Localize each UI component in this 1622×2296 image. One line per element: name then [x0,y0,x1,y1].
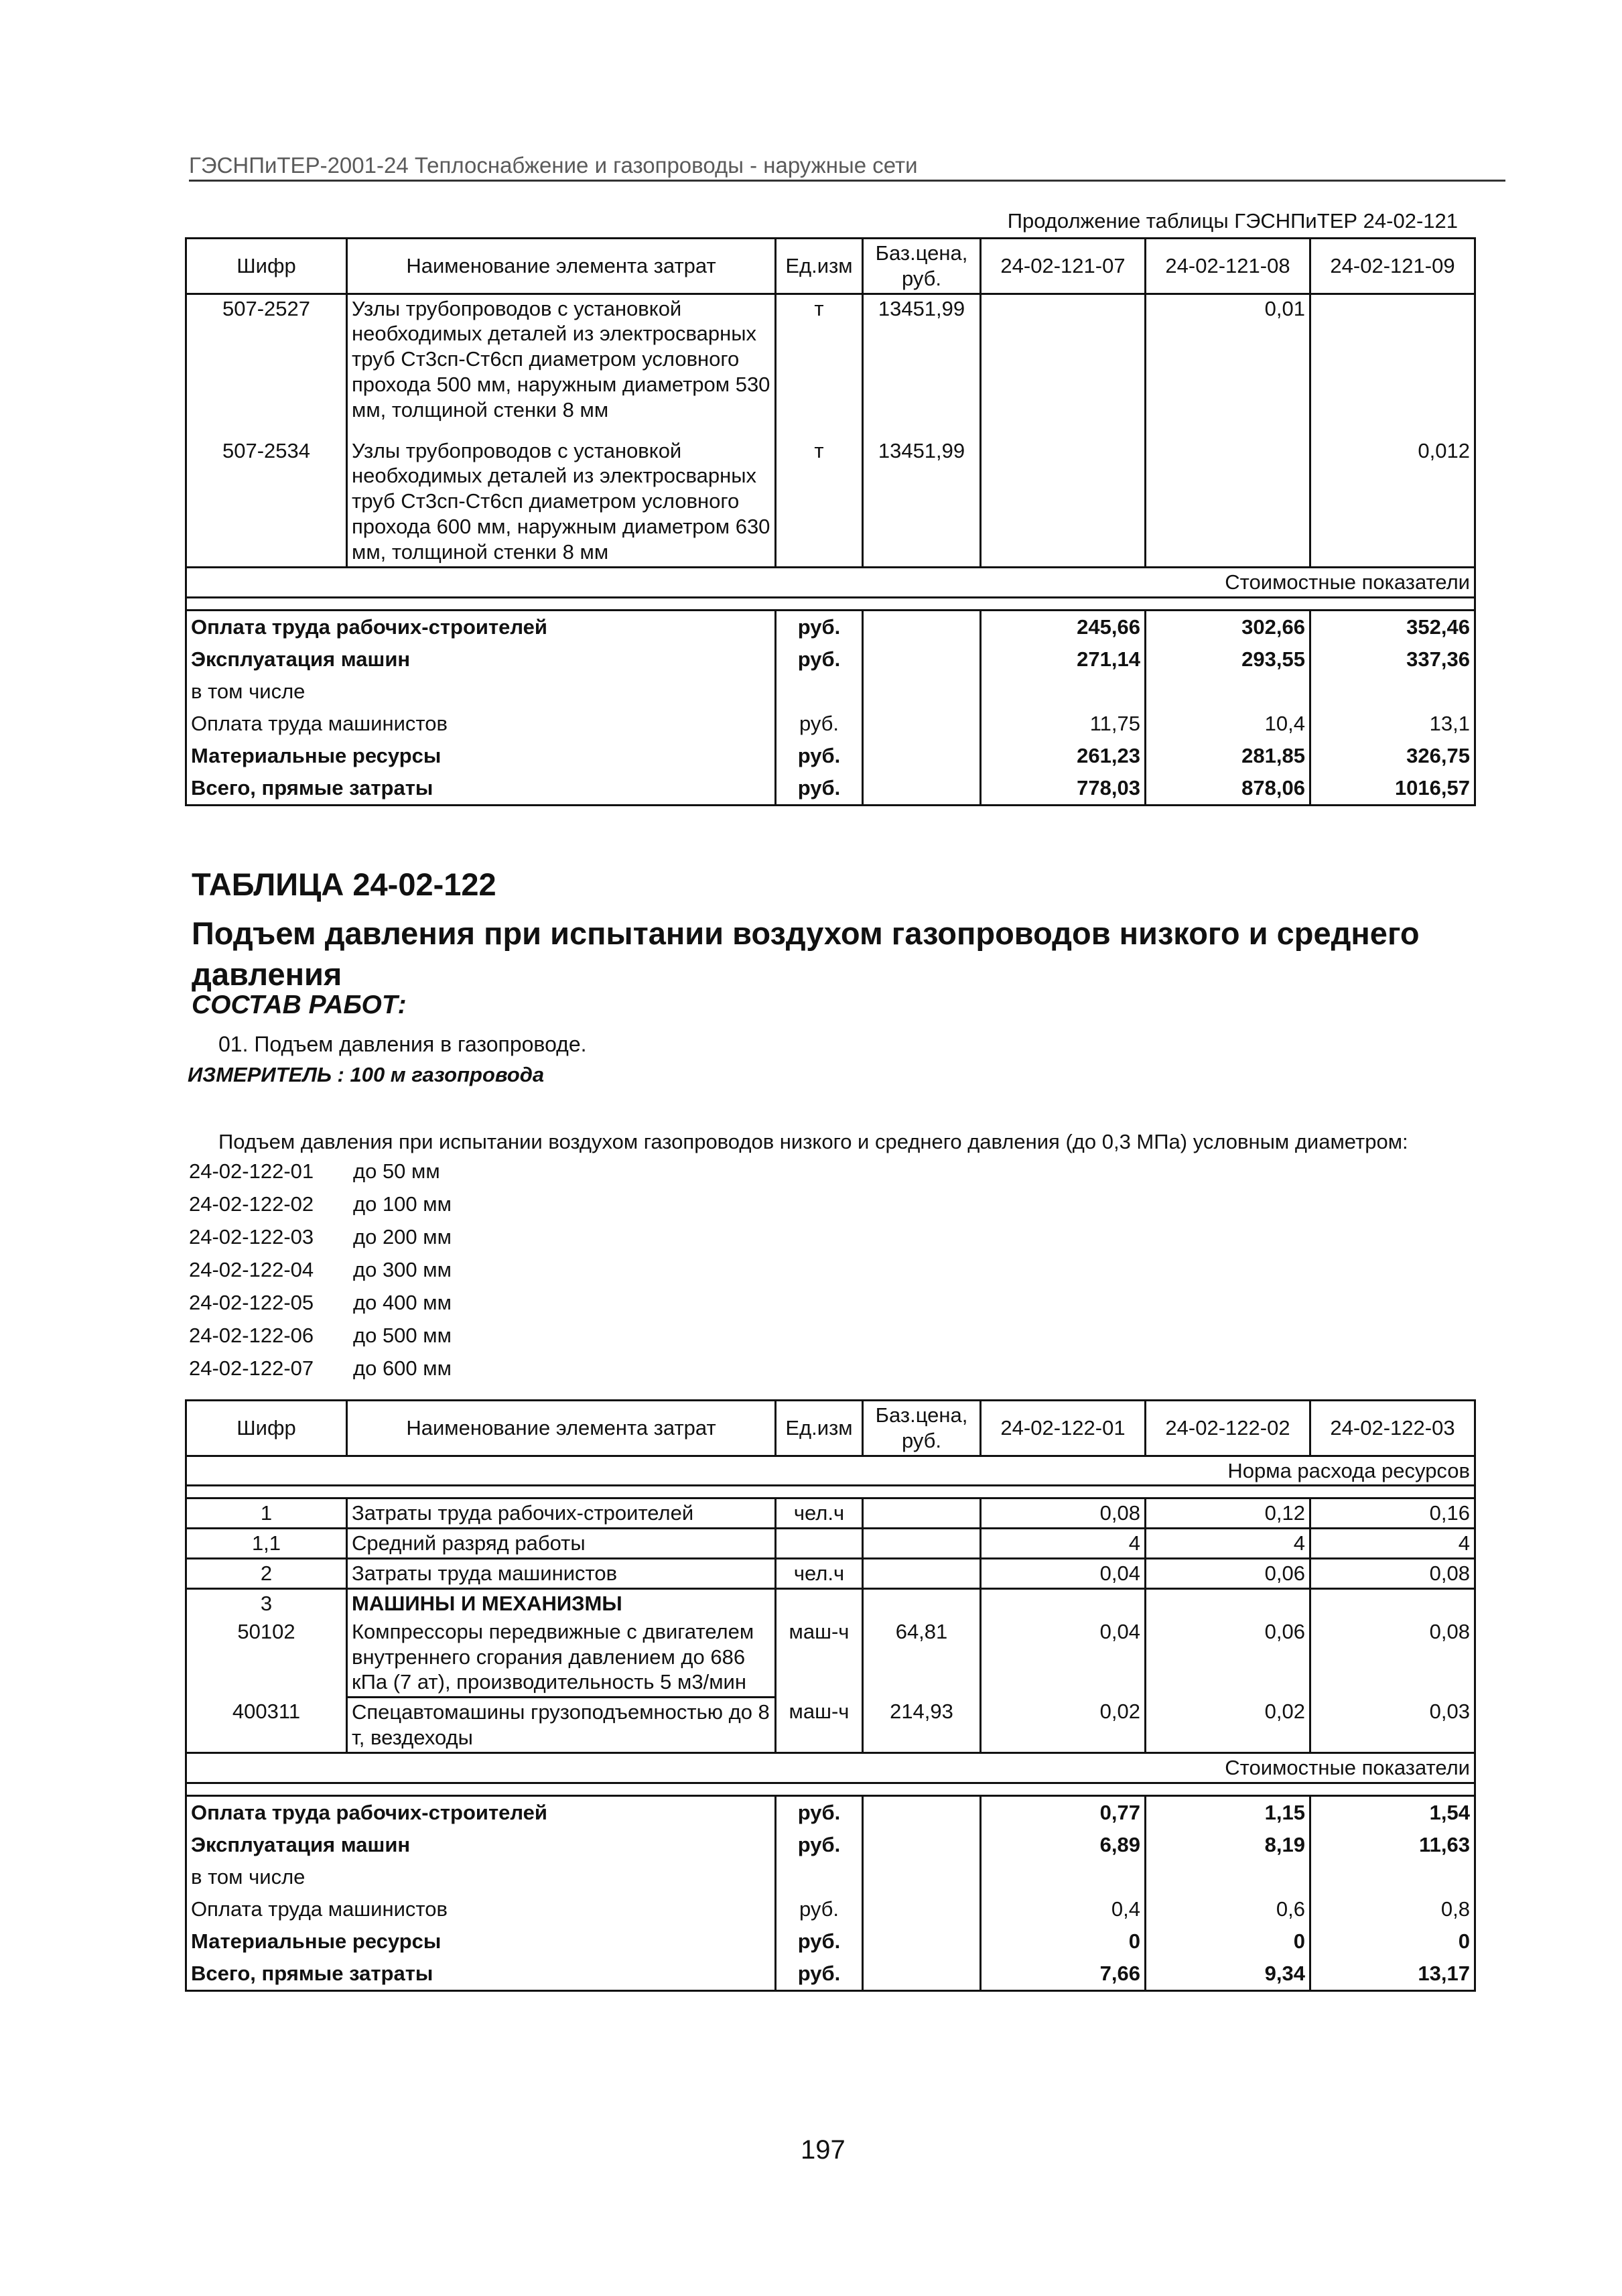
summary-value-2: 281,85 [1146,740,1310,772]
table-continuation-title: Продолжение таблицы ГЭСНПиТЕР 24-02-121 [1007,209,1458,233]
summary-value-2: 878,06 [1146,772,1310,806]
table-row [186,1559,1475,1589]
row-price [863,1588,981,1617]
row-value-1: 0,04 [981,1559,1146,1589]
summary-value-2: 1,15 [1146,1795,1310,1829]
table-header-row [186,239,1475,294]
summary-value-1: 778,03 [981,772,1146,806]
summary-value-3: 337,36 [1310,643,1475,676]
row-value-3: 0,03 [1310,1698,1475,1753]
header-col-1: 24-02-121-07 [981,239,1146,294]
list-item [189,1291,452,1324]
row-value-3: 0,16 [1310,1498,1475,1529]
row-code: 1 [186,1498,347,1529]
summary-value-1: 245,66 [981,610,1146,643]
table-row [186,437,1475,568]
summary-unit: руб. [776,643,863,676]
row-value-1 [981,437,1146,568]
summary-value-3: 1016,57 [1310,772,1475,806]
row-name: МАШИНЫ И МЕХАНИЗМЫ [347,1588,776,1617]
row-price [863,1498,981,1529]
table-24-02-121 [185,237,1476,806]
row-name: Компрессоры передвижные с двигателем внутреннего сгорания давлением до 686 кПа (7 ат), производительность 5 м3/мин [347,1618,776,1698]
summary-unit [776,1861,863,1893]
code: 24-02-122-05 [189,1291,314,1314]
summary-unit: руб. [776,610,863,643]
summary-value-2: 8,19 [1146,1829,1310,1861]
summary-value-3: 326,75 [1310,740,1475,772]
table-row [186,294,1475,437]
list-item [189,1225,452,1258]
code: 24-02-122-03 [189,1225,314,1249]
section-label: Норма расхода ресурсов [186,1456,1475,1486]
row-value-1 [981,1588,1146,1617]
works-heading: СОСТАВ РАБОТ: [192,991,407,1019]
list-item [189,1324,452,1356]
work-item: 01. Подъем давления в газопроводе. [218,1032,587,1056]
summary-row [186,740,1475,772]
row-value-3: 0,012 [1310,437,1475,568]
summary-row [186,1861,1475,1893]
summary-value-1 [981,676,1146,708]
row-price: 214,93 [863,1698,981,1753]
summary-value-2: 0 [1146,1925,1310,1958]
row-code: 1,1 [186,1529,347,1559]
row-name: Спецавтомашины грузоподъемностью до 8 т, вездеходы [347,1698,776,1753]
code-desc: до 600 мм [353,1356,452,1380]
summary-unit: руб. [776,1829,863,1861]
table-number-title: ТАБЛИЦА 24-02-122 [192,867,496,902]
row-unit: чел.ч [776,1559,863,1589]
row-price: 64,81 [863,1618,981,1698]
code-desc: до 100 мм [353,1192,452,1216]
row-unit: т [776,437,863,568]
code-desc: до 200 мм [353,1225,452,1249]
row-value-1: 0,04 [981,1618,1146,1698]
summary-value-1: 11,75 [981,708,1146,740]
row-value-3: 4 [1310,1529,1475,1559]
row-name: Средний разряд работы [347,1529,776,1559]
summary-value-1: 0,4 [981,1893,1146,1925]
header-unit: Ед.изм [776,1401,863,1456]
summary-row [186,1958,1475,1991]
row-code: 2 [186,1559,347,1589]
summary-value-2: 10,4 [1146,708,1310,740]
summary-value-1: 0 [981,1925,1146,1958]
header-name: Наименование элемента затрат [347,239,776,294]
section-label: Стоимостные показатели [186,567,1475,597]
header-code: Шифр [186,239,347,294]
section-label: Стоимостные показатели [186,1752,1475,1783]
summary-value-2 [1146,1861,1310,1893]
row-code: 50102 [186,1618,347,1698]
code-desc: до 500 мм [353,1324,452,1347]
row-unit: маш-ч [776,1618,863,1698]
summary-value-2: 0,6 [1146,1893,1310,1925]
code: 24-02-122-01 [189,1159,314,1183]
row-value-2 [1146,1588,1310,1617]
summary-value-3: 13,17 [1310,1958,1475,1991]
summary-label: Эксплуатация машин [186,1829,776,1861]
row-value-2 [1146,437,1310,568]
summary-unit: руб. [776,1925,863,1958]
row-name: Затраты труда машинистов [347,1559,776,1589]
summary-value-1 [981,1861,1146,1893]
row-price [863,1529,981,1559]
header-code: Шифр [186,1401,347,1456]
code-list [189,1159,452,1389]
summary-value-1: 0,77 [981,1795,1146,1829]
summary-label: в том числе [186,1861,776,1893]
code: 24-02-122-02 [189,1192,314,1216]
header-col-2: 24-02-122-02 [1146,1401,1310,1456]
header-col-1: 24-02-122-01 [981,1401,1146,1456]
row-value-3: 0,08 [1310,1618,1475,1698]
section-row [186,567,1475,597]
summary-row [186,772,1475,806]
list-item [189,1258,452,1291]
summary-value-2 [1146,676,1310,708]
summary-row [186,1795,1475,1829]
running-header: ГЭСНПиТЕР-2001-24 Теплоснабжение и газопроводы - наружные сети [189,153,1505,182]
summary-value-1: 271,14 [981,643,1146,676]
measure-unit: ИЗМЕРИТЕЛЬ : 100 м газопровода [188,1063,545,1086]
code: 24-02-122-07 [189,1356,314,1380]
summary-label: Оплата труда рабочих-строителей [186,1795,776,1829]
summary-label: Материальные ресурсы [186,1925,776,1958]
header-col-2: 24-02-121-08 [1146,239,1310,294]
section-row [186,1456,1475,1486]
summary-value-3: 1,54 [1310,1795,1475,1829]
header-col-3: 24-02-122-03 [1310,1401,1475,1456]
summary-value-3: 11,63 [1310,1829,1475,1861]
row-code: 3 [186,1588,347,1617]
summary-value-3: 352,46 [1310,610,1475,643]
row-price: 13451,99 [863,294,981,437]
row-unit [776,1529,863,1559]
summary-unit: руб. [776,708,863,740]
summary-value-3: 0 [1310,1925,1475,1958]
header-price: Баз.цена, руб. [863,1401,981,1456]
row-name: Узлы трубопроводов с установкой необходимых деталей из электросварных труб Ст3сп-Ст6сп диаметром условного прохода 500 мм, наружным диаметром 530 мм, толщиной стенки 8 мм [352,296,770,422]
row-value-2: 0,12 [1146,1498,1310,1529]
summary-unit: руб. [776,740,863,772]
summary-unit [776,676,863,708]
summary-label: в том числе [186,676,776,708]
summary-label: Материальные ресурсы [186,740,776,772]
summary-row [186,676,1475,708]
table-row [186,1698,1475,1753]
row-value-2: 0,01 [1146,294,1310,437]
summary-row [186,643,1475,676]
summary-label: Эксплуатация машин [186,643,776,676]
row-value-1: 0,08 [981,1498,1146,1529]
summary-label: Оплата труда машинистов [186,708,776,740]
code: 24-02-122-06 [189,1324,314,1347]
header-col-3: 24-02-121-09 [1310,239,1475,294]
code: 24-02-122-04 [189,1258,314,1281]
summary-value-3 [1310,676,1475,708]
row-unit: маш-ч [776,1698,863,1753]
table-header-row [186,1401,1475,1456]
summary-value-1: 261,23 [981,740,1146,772]
header-price: Баз.цена, руб. [863,239,981,294]
row-code: 400311 [186,1698,347,1753]
code-desc: до 400 мм [353,1291,452,1314]
code-desc: до 50 мм [353,1159,440,1183]
row-code: 507-2527 [186,294,347,437]
summary-value-2: 9,34 [1146,1958,1310,1991]
row-value-2: 0,02 [1146,1698,1310,1753]
row-code: 507-2534 [186,437,347,568]
header-name: Наименование элемента затрат [347,1401,776,1456]
row-value-2: 4 [1146,1529,1310,1559]
summary-value-3: 13,1 [1310,708,1475,740]
summary-value-1: 6,89 [981,1829,1146,1861]
summary-value-2: 293,55 [1146,643,1310,676]
table-row [186,1529,1475,1559]
row-value-1: 0,02 [981,1698,1146,1753]
table-row [186,1618,1475,1698]
row-name: Затраты труда рабочих-строителей [347,1498,776,1529]
section-row [186,1752,1475,1783]
row-value-1: 4 [981,1529,1146,1559]
summary-label: Оплата труда машинистов [186,1893,776,1925]
table-heading: Подъем давления при испытании воздухом газопроводов низкого и среднего давления [192,915,1420,993]
summary-row [186,708,1475,740]
row-price: 13451,99 [863,437,981,568]
summary-value-1: 7,66 [981,1958,1146,1991]
summary-label: Оплата труда рабочих-строителей [186,610,776,643]
summary-unit: руб. [776,1893,863,1925]
codes-intro: Подъем давления при испытании воздухом газопроводов низкого и среднего давления (до 0,3 МПа) условным диаметром: [218,1130,1408,1153]
list-item [189,1356,452,1389]
row-value-2: 0,06 [1146,1618,1310,1698]
summary-value-3 [1310,1861,1475,1893]
row-value-3: 0,08 [1310,1559,1475,1589]
summary-unit: руб. [776,1958,863,1991]
row-value-1 [981,294,1146,437]
summary-label: Всего, прямые затраты [186,772,776,806]
summary-row [186,1829,1475,1861]
row-value-3 [1310,1588,1475,1617]
row-unit [776,1588,863,1617]
list-item [189,1159,452,1192]
row-value-3 [1310,294,1475,437]
row-price [863,1559,981,1589]
summary-unit: руб. [776,772,863,806]
summary-label: Всего, прямые затраты [186,1958,776,1991]
header-unit: Ед.изм [776,239,863,294]
summary-row [186,1893,1475,1925]
code-desc: до 300 мм [353,1258,452,1281]
summary-row [186,610,1475,643]
summary-value-3: 0,8 [1310,1893,1475,1925]
summary-unit: руб. [776,1795,863,1829]
table-24-02-122 [185,1399,1476,1992]
row-value-2: 0,06 [1146,1559,1310,1589]
summary-row [186,1925,1475,1958]
row-unit: чел.ч [776,1498,863,1529]
row-unit: т [776,294,863,437]
summary-value-2: 302,66 [1146,610,1310,643]
page-number: 197 [801,2135,846,2165]
table-row [186,1498,1475,1529]
row-name: Узлы трубопроводов с установкой необходимых деталей из электросварных труб Ст3сп-Ст6сп диаметром условного прохода 600 мм, наружным диаметром 630 мм, толщиной стенки 8 мм [347,437,776,568]
table-row [186,1588,1475,1617]
list-item [189,1192,452,1225]
